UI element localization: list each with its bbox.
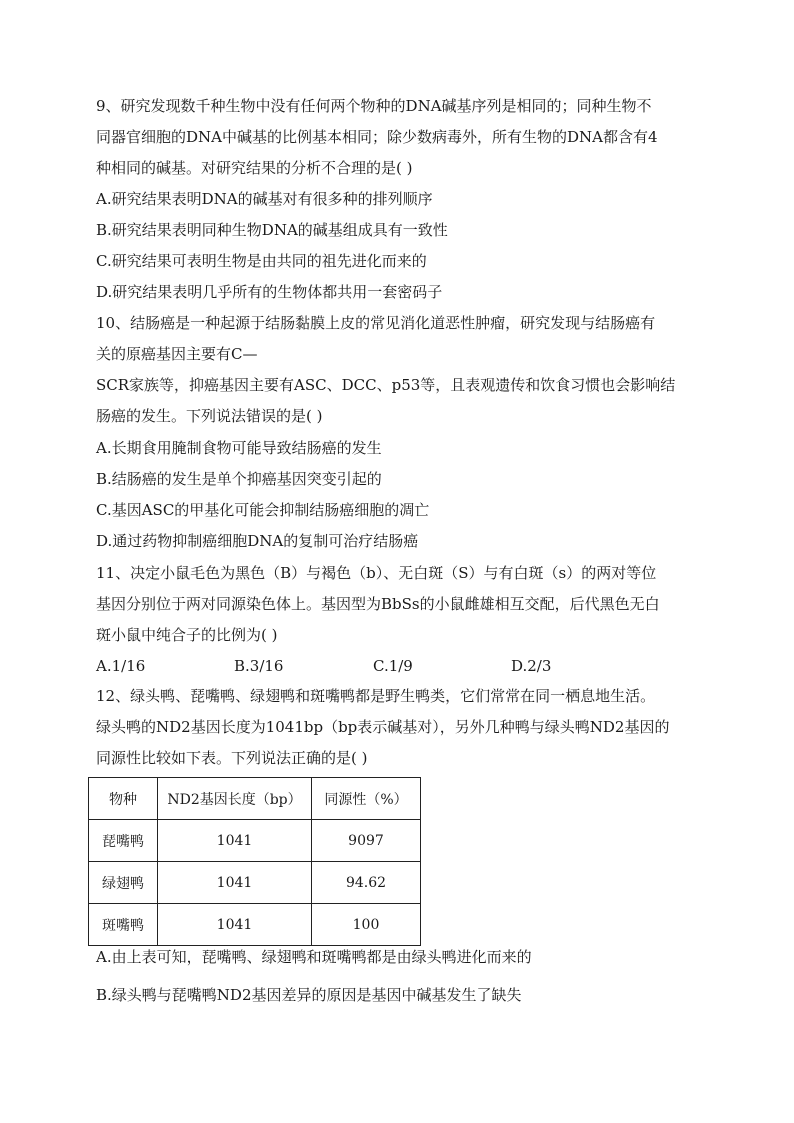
table-cell-species: 斑嘴鸭	[89, 904, 158, 946]
q10-option-a: A.长期食用腌制食物可能导致结肠癌的发生	[96, 439, 382, 457]
table-header-homology: 同源性（%）	[312, 778, 421, 820]
q9-stem-line-3: 种相同的碱基。对研究结果的分析不合理的是( )	[96, 159, 413, 177]
q11-stem-line-3: 斑小鼠中纯合子的比例为( )	[96, 626, 278, 644]
q9-option-d: D.研究结果表明几乎所有的生物体都共用一套密码子	[96, 283, 443, 301]
table-row	[89, 904, 421, 946]
table-header-length: ND2基因长度（bp）	[158, 778, 312, 820]
table-cell-homology: 9097	[312, 820, 421, 862]
q12-stem-line-3: 同源性比较如下表。下列说法正确的是( )	[96, 749, 368, 767]
q10-stem-line-2: 关的原癌基因主要有C—	[96, 345, 258, 363]
q10-option-d: D.通过药物抑制癌细胞DNA的复制可治疗结肠癌	[96, 532, 419, 550]
q12-stem-line-1: 12、绿头鸭、琵嘴鸭、绿翅鸭和斑嘴鸭都是野生鸭类，它们常常在同一栖息地生活。	[96, 687, 656, 705]
q11-option-c: C.1/9	[373, 657, 413, 675]
q9-stem-line-2: 同器官细胞的DNA中碱基的比例基本相同；除少数病毒外，所有生物的DNA都含有4	[96, 128, 658, 146]
table-row	[89, 820, 421, 862]
q11-option-d: D.2/3	[511, 657, 552, 675]
table-header-row	[89, 778, 421, 820]
table-cell-homology: 100	[312, 904, 421, 946]
table-cell-length: 1041	[158, 820, 312, 862]
q12-option-a: A.由上表可知，琵嘴鸭、绿翅鸭和斑嘴鸭都是由绿头鸭进化而来的	[96, 948, 532, 966]
table-header-species: 物种	[89, 778, 158, 820]
q11-option-b: B.3/16	[234, 657, 284, 675]
q9-option-c: C.研究结果可表明生物是由共同的祖先进化而来的	[96, 252, 427, 270]
q9-stem-line-1: 9、研究发现数千种生物中没有任何两个物种的DNA碱基序列是相同的；同种生物不	[96, 97, 652, 115]
homology-table	[88, 777, 421, 946]
table-cell-homology: 94.62	[312, 862, 421, 904]
q10-stem-line-4: 肠癌的发生。下列说法错误的是( )	[96, 407, 323, 425]
q11-options-row	[96, 656, 696, 676]
q10-stem-line-1: 10、结肠癌是一种起源于结肠黏膜上皮的常见消化道恶性肿瘤，研究发现与结肠癌有	[96, 314, 656, 332]
q9-option-b: B.研究结果表明同种生物DNA的碱基组成具有一致性	[96, 221, 448, 239]
q10-option-c: C.基因ASC的甲基化可能会抑制结肠癌细胞的凋亡	[96, 501, 430, 519]
table-cell-length: 1041	[158, 862, 312, 904]
table-row	[89, 862, 421, 904]
table-cell-species: 绿翅鸭	[89, 862, 158, 904]
q11-option-a: A.1/16	[96, 657, 146, 675]
table-cell-length: 1041	[158, 904, 312, 946]
q11-stem-line-1: 11、决定小鼠毛色为黑色（B）与褐色（b）、无白斑（S）与有白斑（s）的两对等位	[96, 564, 657, 582]
q9-option-a: A.研究结果表明DNA的碱基对有很多种的排列顺序	[96, 190, 433, 208]
q12-option-b: B.绿头鸭与琵嘴鸭ND2基因差异的原因是基因中碱基发生了缺失	[96, 986, 522, 1004]
q10-option-b: B.结肠癌的发生是单个抑癌基因突变引起的	[96, 470, 382, 488]
table-cell-species: 琵嘴鸭	[89, 820, 158, 862]
q12-stem-line-2: 绿头鸭的ND2基因长度为1041bp（bp表示碱基对），另外几种鸭与绿头鸭ND2基因的	[96, 718, 670, 736]
q11-stem-line-2: 基因分别位于两对同源染色体上。基因型为BbSs的小鼠雌雄相互交配，后代黑色无白	[96, 595, 660, 613]
q10-stem-line-3: SCR家族等，抑癌基因主要有ASC、DCC、p53等，且表观遗传和饮食习惯也会影响结	[96, 376, 676, 394]
